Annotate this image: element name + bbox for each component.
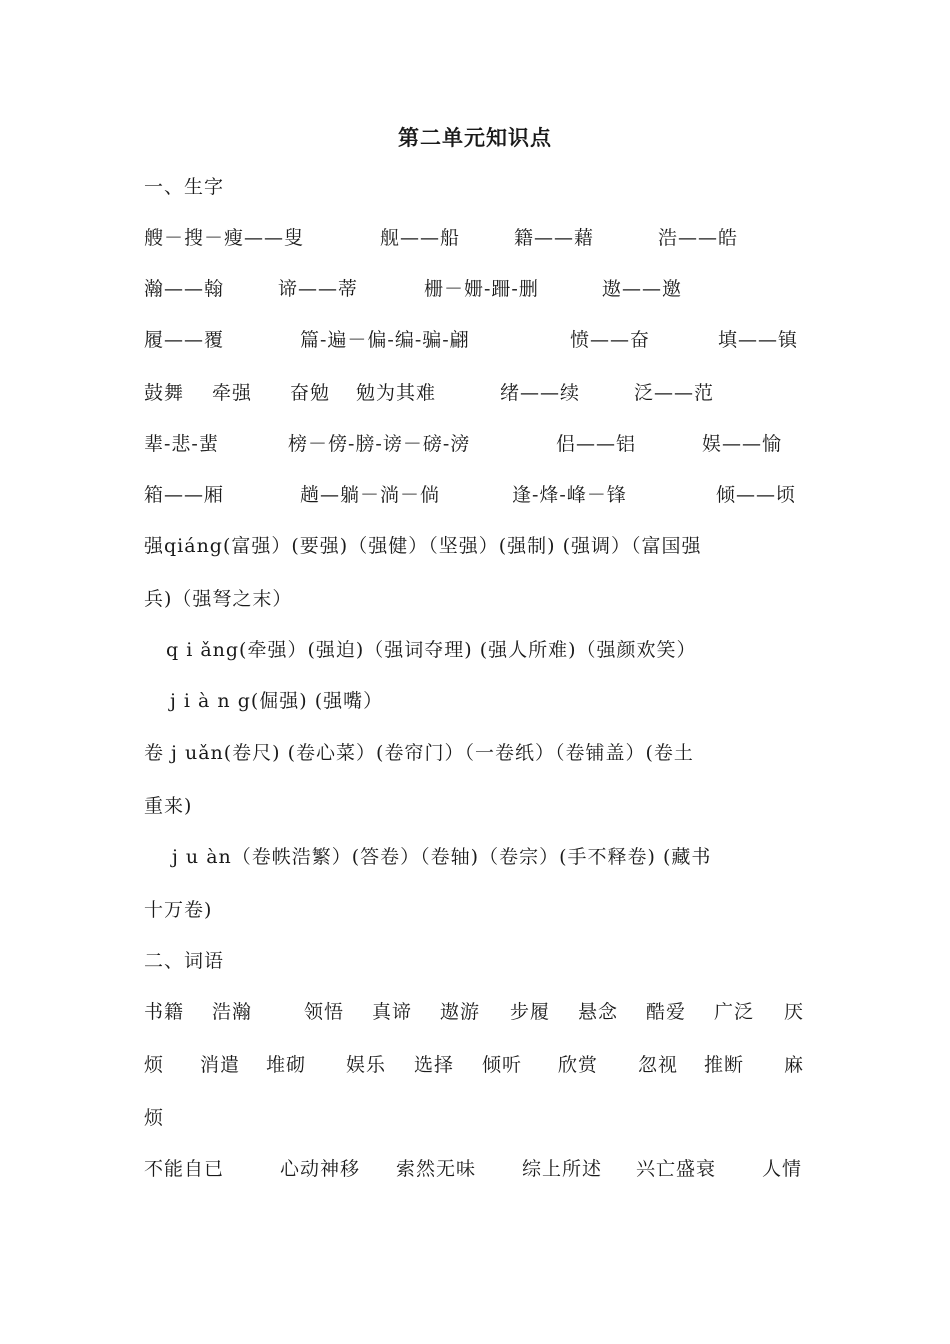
character-group: 绪——续 [500,382,581,404]
character-group: 娱——愉 [702,433,783,455]
word: 忽视 [638,1054,679,1076]
word: 欣赏 [558,1054,599,1076]
character-group: 履——覆 [144,329,225,351]
polyphone-qiang-line: 强qiáng(富强）(要强)（强健）（坚强）(强制) (强调）（富国强 [144,535,702,557]
character-group: 倾——顷 [716,484,797,506]
word: 推断 [704,1054,745,1076]
section-heading-words: 二、词语 [144,950,225,972]
character-group: 鼓舞 [144,382,185,404]
idiom: 索然无味 [396,1158,477,1180]
character-group: 艘－搜－瘦——叟 [144,227,305,249]
character-group: 奋勉 [290,382,331,404]
character-group: 牵强 [212,382,253,404]
character-group: 瀚——翰 [144,278,225,300]
word: 酷爱 [646,1001,687,1023]
word: 广泛 [714,1001,755,1023]
word: 厌 [784,1001,805,1023]
polyphone-juan-line: j u àn（卷帙浩繁）(答卷）（卷轴)（卷宗）(手不释卷) (藏书 [172,846,712,868]
word: 选择 [414,1054,455,1076]
polyphone-juan-line: 十万卷) [144,899,213,921]
character-group: 侣——铝 [556,433,637,455]
character-group: 籍——藉 [514,227,595,249]
word: 烦 [144,1107,165,1129]
word: 悬念 [578,1001,619,1023]
section-heading-characters: 一、生字 [144,176,225,198]
word: 消遣 [200,1054,241,1076]
word: 浩瀚 [212,1001,253,1023]
polyphone-qiang-line: q i ǎng(牵强）(强迫)（强词夺理) (强人所难)（强颜欢笑） [166,639,697,661]
character-group: 栅－姗-跚-删 [424,278,539,300]
character-group: 勉为其难 [356,382,437,404]
word: 真谛 [372,1001,413,1023]
idiom: 不能自已 [144,1158,225,1180]
idiom: 心动神移 [280,1158,361,1180]
character-group: 遨——邀 [602,278,683,300]
polyphone-qiang-line: j i à n g(倔强) (强嘴） [170,690,384,712]
word: 遨游 [440,1001,481,1023]
word: 烦 [144,1054,165,1076]
character-group: 趟—躺－淌－倘 [300,484,441,506]
character-group: 箱——厢 [144,484,225,506]
polyphone-qiang-line: 兵)（强弩之末） [144,588,293,610]
polyphone-juan-line: 卷 j uǎn(卷尺) (卷心菜）(卷帘门）（一卷纸）（卷铺盖）(卷土 [144,742,694,764]
character-group: 愤——奋 [570,329,651,351]
character-group: 谛——蒂 [278,278,359,300]
character-group: 泛——范 [634,382,715,404]
word: 堆砌 [266,1054,307,1076]
page-title: 第二单元知识点 [398,125,552,150]
word: 倾听 [482,1054,523,1076]
character-group: 逢-烽-峰－锋 [512,484,627,506]
character-group: 辈-悲-蜚 [144,433,219,455]
word: 麻 [784,1054,805,1076]
word: 步履 [510,1001,551,1023]
character-group: 篇-遍－偏-编-骗-翩 [300,329,470,351]
idiom: 兴亡盛衰 [636,1158,717,1180]
word: 领悟 [304,1001,345,1023]
word: 书籍 [144,1001,185,1023]
word: 娱乐 [346,1054,387,1076]
character-group: 榜－傍-膀-谤－磅-滂 [288,433,471,455]
character-group: 浩——皓 [658,227,739,249]
idiom: 综上所述 [522,1158,603,1180]
idiom: 人情 [762,1158,803,1180]
character-group: 舰——船 [380,227,461,249]
character-group: 填——镇 [718,329,799,351]
polyphone-juan-line: 重来) [144,795,193,817]
